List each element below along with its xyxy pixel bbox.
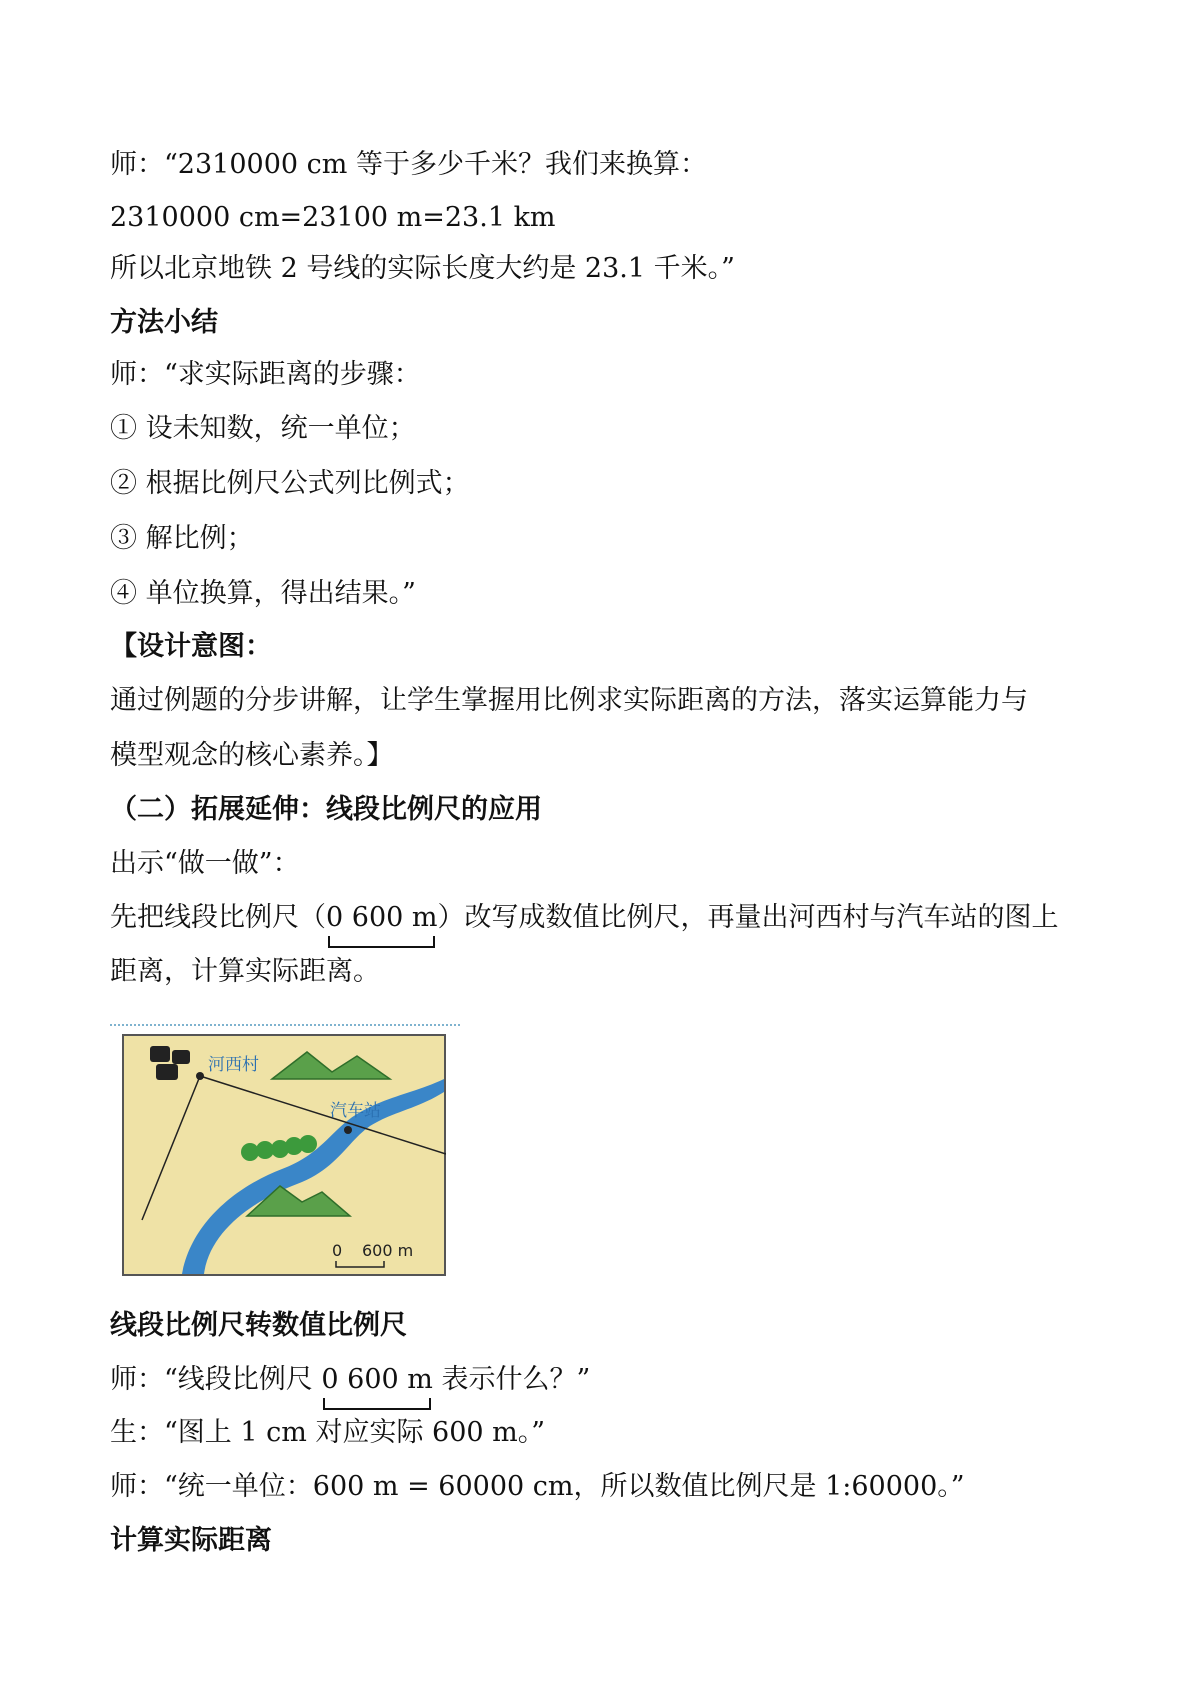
scale-text: 0 600 m xyxy=(326,902,438,933)
map-scale-value: 600 m xyxy=(362,1241,414,1260)
paragraph: 师：“求实际距离的步骤： xyxy=(110,359,421,390)
list-item: ① 设未知数，统一单位； xyxy=(110,413,416,444)
scale-bracket xyxy=(328,936,435,948)
section-heading: 方法小结 xyxy=(110,307,218,338)
paragraph: 出示“做一做”： xyxy=(110,848,300,879)
list-item: ② 根据比例尺公式列比例式； xyxy=(110,468,470,499)
paragraph: 距离，计算实际距离。 xyxy=(110,956,380,987)
scale-text: 0 600 m xyxy=(321,1364,433,1395)
station-label: 汽车站 xyxy=(330,1101,381,1121)
paragraph: 所以北京地铁 2 号线的实际长度大约是 23.1 千米。” xyxy=(110,253,735,284)
paragraph: 师：“统一单位：600 m = 60000 cm，所以数值比例尺是 1:60000。” xyxy=(110,1471,965,1502)
paragraph: 模型观念的核心素养。】 xyxy=(110,740,394,771)
paragraph: 师：“2310000 cm 等于多少千米？我们来换算： xyxy=(110,149,707,180)
text-span: 表示什么？” xyxy=(432,1364,591,1395)
text-span: 师：“线段比例尺 xyxy=(110,1364,322,1395)
task-paragraph xyxy=(110,898,1058,938)
map-scale-zero: 0 xyxy=(332,1241,343,1260)
village-point xyxy=(196,1072,204,1080)
scale-bracket xyxy=(323,1398,430,1410)
dotted-divider xyxy=(110,1024,460,1026)
design-intent-heading: 【设计意图： xyxy=(110,631,272,662)
map-figure xyxy=(122,1034,446,1276)
section-heading: 计算实际距离 xyxy=(110,1525,272,1556)
list-item: ④ 单位换算，得出结果。” xyxy=(110,578,416,609)
section-heading: 线段比例尺转数值比例尺 xyxy=(110,1310,407,1341)
station-point xyxy=(344,1126,352,1134)
line-segment-scale xyxy=(321,1360,432,1400)
line-segment-scale xyxy=(326,898,437,938)
question-paragraph xyxy=(110,1360,590,1400)
paragraph: 通过例题的分步讲解，让学生掌握用比例求实际距离的方法，落实运算能力与 xyxy=(110,685,1028,716)
paragraph: 生：“图上 1 cm 对应实际 600 m。” xyxy=(110,1417,546,1448)
section-heading: （二）拓展延伸：线段比例尺的应用 xyxy=(110,794,542,825)
text-span: ）改写成数值比例尺，再量出河西村与汽车站的图上 xyxy=(437,902,1059,933)
village-label: 河西村 xyxy=(208,1055,259,1075)
text-span: 先把线段比例尺（ xyxy=(110,902,326,933)
paragraph: 2310000 cm=23100 m=23.1 km xyxy=(110,202,556,233)
list-item: ③ 解比例； xyxy=(110,523,254,554)
